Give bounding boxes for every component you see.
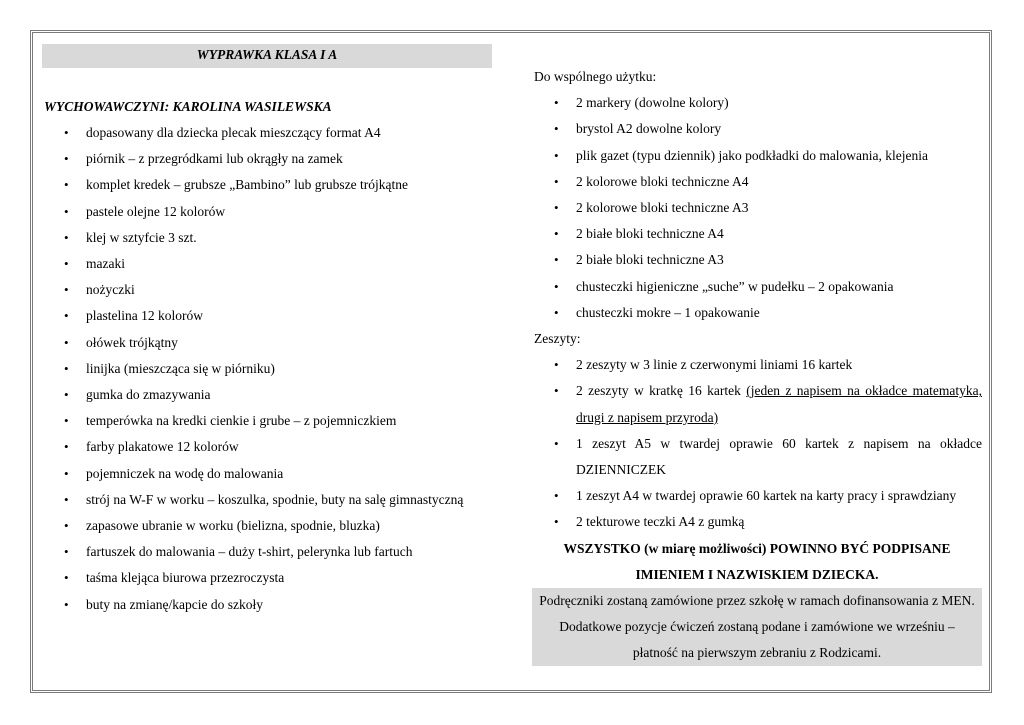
textbook-note: Podręczniki zostaną zamówione przez szkołę w ramach dofinansowania z MEN. Dodatkowe pozycje ćwiczeń zostaną podane i zamówione we wrześniu – płatność na pierwszym zebraniu z Rodzicami. xyxy=(532,588,982,666)
supply-item: • farby plakatowe 12 kolorów xyxy=(42,434,492,460)
notebook-item-text: 2 zeszyty w kratkę 16 kartek xyxy=(576,383,747,399)
signature-notice-line-1: WSZYSTKO (w miarę możliwości) POWINNO BYĆ PODPISANE xyxy=(563,540,951,556)
common-use-item: • 2 kolorowe bloki techniczne A4 xyxy=(532,169,982,195)
common-use-item: • plik gazet (typu dziennik) jako podkładki do malowania, klejenia xyxy=(532,143,982,169)
notebook-item: • 1 zeszyt A4 w twardej oprawie 60 kartek na karty pracy i sprawdziany xyxy=(532,483,982,509)
supply-item: • plastelina 12 kolorów xyxy=(42,303,492,329)
list-title: WYPRAWKA KLASA I A xyxy=(42,44,492,68)
common-use-item: • 2 białe bloki techniczne A4 xyxy=(532,221,982,247)
supply-item: • gumka do zmazywania xyxy=(42,382,492,408)
notebook-item: • 2 zeszyty w 3 linie z czerwonymi liniami 16 kartek xyxy=(532,352,982,378)
common-use-heading: Do wspólnego użytku: xyxy=(534,69,657,84)
left-column xyxy=(42,44,492,618)
supply-item: • klej w sztyfcie 3 szt. xyxy=(42,225,492,251)
supply-item: • temperówka na kredki cienkie i grube – z pojemniczkiem xyxy=(42,408,492,434)
notebooks-heading: Zeszyty: xyxy=(534,331,581,347)
supply-item: • taśma klejąca biurowa przezroczysta xyxy=(42,565,492,591)
supply-item: • buty na zmianę/kapcie do szkoły xyxy=(42,592,492,618)
supply-item: • strój na W-F w worku – koszulka, spodnie, buty na salę gimnastyczną xyxy=(42,487,492,513)
signature-notice-line-2: IMIENIEM I NAZWISKIEM DZIECKA. xyxy=(635,566,879,582)
supply-item: • mazaki xyxy=(42,251,492,277)
teacher-name: WYCHOWAWCZYNI: KAROLINA WASILEWSKA xyxy=(44,99,332,114)
supply-item: • dopasowany dla dziecka plecak mieszczący format A4 xyxy=(42,120,492,146)
notebooks-list xyxy=(532,352,982,535)
notebook-item: • 1 zeszyt A5 w twardej oprawie 60 kartek z napisem na okładce DZIENNICZEK xyxy=(532,431,982,483)
common-use-item: • brystol A2 dowolne kolory xyxy=(532,116,982,142)
supplies-list xyxy=(42,120,492,618)
supply-item: • pastele olejne 12 kolorów xyxy=(42,199,492,225)
common-use-item: • 2 białe bloki techniczne A3 xyxy=(532,247,982,273)
common-use-list xyxy=(532,90,982,326)
notebook-item: • 2 tekturowe teczki A4 z gumką xyxy=(532,509,982,535)
supply-item: • komplet kredek – grubsze „Bambino” lub grubsze trójkątne xyxy=(42,172,492,198)
supply-item: • zapasowe ubranie w worku (bielizna, spodnie, bluzka) xyxy=(42,513,492,539)
supply-item: • pojemniczek na wodę do malowania xyxy=(42,461,492,487)
notebook-item-underlined-text: (jeden z napisem na okładce matematyka, drugi z napisem przyroda) xyxy=(576,383,982,425)
common-use-item: • chusteczki higieniczne „suche” w pudełku – 2 opakowania xyxy=(532,274,982,300)
common-use-item: • 2 kolorowe bloki techniczne A3 xyxy=(532,195,982,221)
supply-item: • fartuszek do malowania – duży t-shirt, pelerynka lub fartuch xyxy=(42,539,492,565)
supply-item: • nożyczki xyxy=(42,277,492,303)
supply-item: • piórnik – z przegródkami lub okrągły na zamek xyxy=(42,146,492,172)
supply-item: • linijka (mieszcząca się w piórniku) xyxy=(42,356,492,382)
common-use-item: • 2 markery (dowolne kolory) xyxy=(532,90,982,116)
common-use-item: • chusteczki mokre – 1 opakowanie xyxy=(532,300,982,326)
supply-item: • ołówek trójkątny xyxy=(42,330,492,356)
notebook-item xyxy=(532,378,982,430)
right-column xyxy=(532,64,982,666)
